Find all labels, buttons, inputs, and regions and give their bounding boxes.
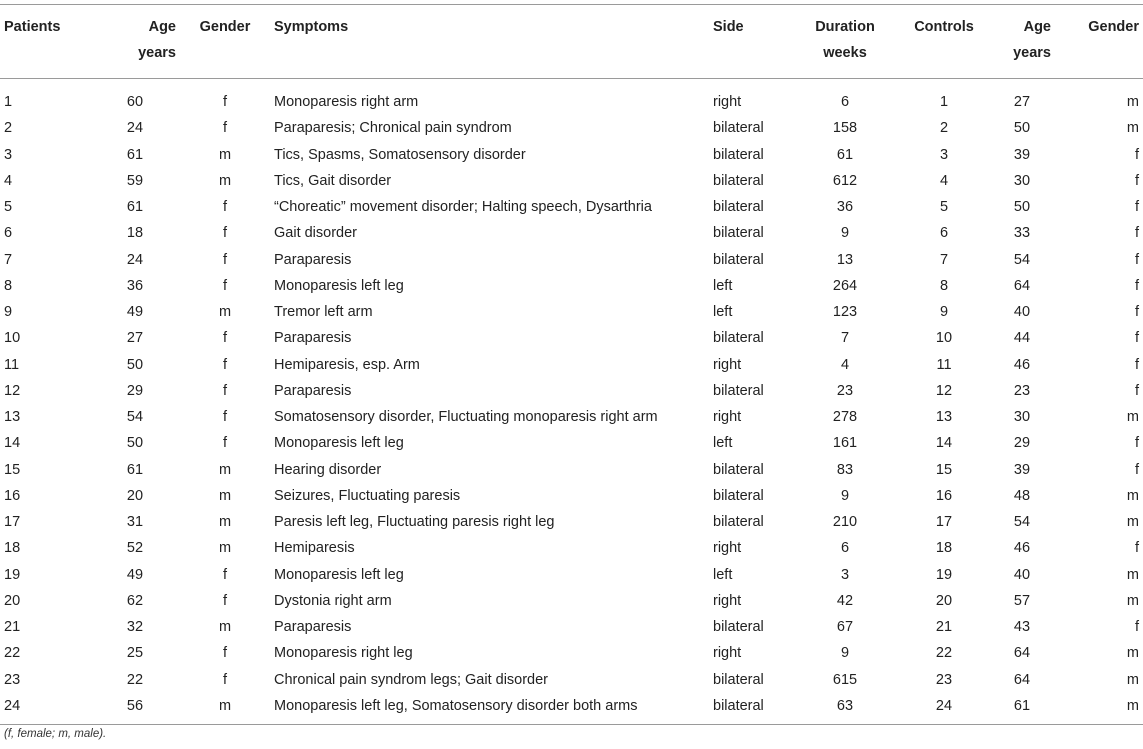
duration-cell: 61 — [836, 146, 854, 163]
control-gender-cell: f — [1134, 461, 1139, 478]
patient-gender-cell: f — [222, 356, 228, 373]
header-controls: Controls — [914, 19, 974, 35]
table-row — [0, 378, 1143, 404]
control-id-cell: 7 — [939, 251, 949, 268]
symptoms-cell: Seizures, Fluctuating paresis — [274, 487, 461, 504]
duration-cell: 13 — [836, 251, 854, 268]
side-cell: bilateral — [713, 330, 764, 347]
control-age-cell: 61 — [1013, 697, 1031, 714]
control-age-cell: 54 — [1013, 514, 1031, 531]
control-age-cell: 40 — [1013, 304, 1031, 321]
duration-cell: 123 — [832, 304, 858, 321]
patient-age-cell: 61 — [126, 146, 144, 163]
side-cell: bilateral — [713, 619, 764, 636]
control-age-cell: 50 — [1013, 120, 1031, 137]
patient-id-cell: 21 — [4, 619, 21, 636]
patient-age-cell: 50 — [126, 435, 144, 452]
control-gender-cell: f — [1134, 356, 1139, 373]
table-row — [0, 273, 1143, 299]
control-id-cell: 22 — [935, 645, 953, 662]
patient-gender-cell: f — [222, 566, 228, 583]
duration-cell: 9 — [840, 225, 850, 242]
patient-age-cell: 49 — [126, 304, 144, 321]
duration-cell: 67 — [836, 619, 854, 636]
patient-id-cell: 12 — [4, 382, 21, 399]
patient-id-cell: 10 — [4, 330, 21, 347]
patient-gender-cell: f — [222, 671, 228, 688]
control-gender-cell: f — [1134, 199, 1139, 216]
duration-cell: 264 — [832, 277, 858, 294]
patient-age-cell: 18 — [126, 225, 144, 242]
patient-age-cell: 22 — [126, 671, 144, 688]
control-age-cell: 54 — [1013, 251, 1031, 268]
duration-cell: 7 — [840, 330, 850, 347]
side-cell: bilateral — [713, 225, 764, 242]
patient-id-cell: 4 — [4, 172, 13, 189]
control-id-cell: 14 — [935, 435, 953, 452]
patient-id-cell: 22 — [4, 645, 21, 662]
symptoms-cell: Hearing disorder — [274, 461, 382, 478]
control-gender-cell: f — [1134, 251, 1139, 268]
control-age-cell: 64 — [1013, 277, 1031, 294]
table-row — [0, 168, 1143, 194]
patient-age-cell: 54 — [126, 409, 144, 426]
side-cell: bilateral — [713, 172, 764, 189]
table-row — [0, 693, 1143, 725]
patient-gender-cell: f — [222, 330, 228, 347]
control-gender-cell: m — [1126, 671, 1139, 688]
patient-age-cell: 56 — [126, 697, 144, 714]
header-gender: Gender — [199, 19, 251, 35]
control-age-cell: 43 — [1013, 619, 1031, 636]
symptoms-cell: Gait disorder — [274, 225, 358, 242]
symptoms-cell: Paraparesis; Chronical pain syndrom — [274, 120, 512, 137]
patient-age-cell: 27 — [126, 330, 144, 347]
table-row — [0, 457, 1143, 483]
duration-cell: 63 — [836, 697, 854, 714]
symptoms-cell: Tics, Spasms, Somatosensory disorder — [274, 146, 526, 163]
side-cell: right — [713, 356, 742, 373]
table-row — [0, 535, 1143, 561]
control-gender-cell: f — [1134, 172, 1139, 189]
patient-age-cell: 32 — [126, 619, 144, 636]
control-gender-cell: f — [1134, 540, 1139, 557]
patient-id-cell: 6 — [4, 225, 13, 242]
control-id-cell: 20 — [935, 592, 953, 609]
control-id-cell: 3 — [939, 146, 949, 163]
duration-cell: 3 — [840, 566, 850, 583]
side-cell: left — [713, 304, 733, 321]
patient-gender-cell: f — [222, 199, 228, 216]
table-header-row — [0, 5, 1143, 79]
patient-gender-cell: f — [222, 277, 228, 294]
duration-cell: 612 — [832, 172, 858, 189]
patient-id-cell: 16 — [4, 487, 21, 504]
side-cell: right — [713, 540, 742, 557]
patient-age-cell: 24 — [126, 251, 144, 268]
table-row — [0, 220, 1143, 246]
control-id-cell: 23 — [935, 671, 953, 688]
control-id-cell: 5 — [939, 199, 949, 216]
side-cell: right — [713, 409, 742, 426]
patient-gender-cell: f — [222, 645, 228, 662]
header-control-gender: Gender — [1088, 19, 1139, 35]
patient-gender-cell: f — [222, 409, 228, 426]
control-gender-cell: f — [1134, 382, 1139, 399]
control-id-cell: 11 — [936, 356, 952, 373]
patient-control-table — [0, 4, 1143, 725]
duration-cell: 210 — [832, 514, 858, 531]
side-cell: bilateral — [713, 487, 764, 504]
patient-id-cell: 8 — [4, 277, 13, 294]
duration-cell: 9 — [840, 487, 850, 504]
patient-age-cell: 29 — [126, 382, 144, 399]
control-id-cell: 2 — [939, 120, 949, 137]
side-cell: right — [713, 645, 742, 662]
control-gender-cell: f — [1134, 435, 1139, 452]
control-age-cell: 64 — [1013, 671, 1031, 688]
table-row — [0, 299, 1143, 325]
symptoms-cell: Somatosensory disorder, Fluctuating monoparesis right arm — [274, 409, 658, 426]
symptoms-cell: Paraparesis — [274, 251, 352, 268]
patient-id-cell: 9 — [4, 304, 13, 321]
patient-id-cell: 2 — [4, 120, 13, 137]
symptoms-cell: Paraparesis — [274, 330, 352, 347]
side-cell: bilateral — [713, 697, 764, 714]
control-id-cell: 10 — [935, 330, 953, 347]
control-id-cell: 8 — [939, 277, 949, 294]
patient-gender-cell: f — [222, 120, 228, 137]
side-cell: left — [713, 566, 733, 583]
control-age-cell: 44 — [1013, 330, 1031, 347]
symptoms-cell: Monoparesis left leg — [274, 566, 404, 583]
table-row — [0, 640, 1143, 666]
symptoms-cell: Monoparesis left leg — [274, 277, 404, 294]
control-age-cell: 50 — [1013, 199, 1031, 216]
patient-age-cell: 62 — [126, 592, 144, 609]
control-gender-cell: m — [1126, 566, 1139, 583]
patient-id-cell: 20 — [4, 592, 21, 609]
duration-cell: 161 — [832, 435, 858, 452]
table-row — [0, 404, 1143, 430]
header-side: Side — [713, 19, 744, 35]
control-id-cell: 9 — [939, 304, 949, 321]
header-control-age: Age years — [1013, 19, 1051, 61]
patient-id-cell: 3 — [4, 146, 13, 163]
control-age-cell: 33 — [1013, 225, 1031, 242]
patient-table-container — [0, 4, 1143, 725]
duration-cell: 36 — [836, 199, 854, 216]
symptoms-cell: Monoparesis right leg — [274, 645, 413, 662]
symptoms-cell: Hemiparesis — [274, 540, 355, 557]
control-id-cell: 17 — [935, 514, 953, 531]
control-age-cell: 27 — [1013, 94, 1031, 111]
patient-id-cell: 11 — [4, 356, 20, 373]
side-cell: bilateral — [713, 251, 764, 268]
patient-age-cell: 61 — [126, 199, 144, 216]
duration-cell: 42 — [836, 592, 854, 609]
control-gender-cell: m — [1126, 645, 1139, 662]
control-age-cell: 40 — [1013, 566, 1031, 583]
patient-id-cell: 23 — [4, 671, 21, 688]
control-age-cell: 64 — [1013, 645, 1031, 662]
table-row — [0, 562, 1143, 588]
control-gender-cell: m — [1126, 94, 1139, 111]
patient-age-cell: 59 — [126, 172, 144, 189]
table-row — [0, 667, 1143, 693]
patient-id-cell: 13 — [4, 409, 21, 426]
patient-age-cell: 31 — [126, 514, 144, 531]
control-age-cell: 30 — [1013, 409, 1031, 426]
control-id-cell: 6 — [939, 225, 949, 242]
symptoms-cell: Paraparesis — [274, 619, 352, 636]
symptoms-cell: Dystonia right arm — [274, 592, 392, 609]
symptoms-cell: Monoparesis left leg — [274, 435, 404, 452]
patient-id-cell: 19 — [4, 566, 21, 583]
control-gender-cell: m — [1126, 409, 1139, 426]
table-row — [0, 325, 1143, 351]
patient-id-cell: 7 — [4, 251, 13, 268]
control-gender-cell: f — [1134, 330, 1139, 347]
patient-age-cell: 50 — [126, 356, 144, 373]
patient-gender-cell: m — [218, 697, 232, 714]
header-patients: Patients — [4, 19, 61, 35]
control-age-cell: 39 — [1013, 461, 1031, 478]
duration-cell: 6 — [840, 540, 850, 557]
table-row — [0, 483, 1143, 509]
patient-gender-cell: m — [218, 540, 232, 557]
symptoms-cell: Hemiparesis, esp. Arm — [274, 356, 420, 373]
duration-cell: 278 — [832, 409, 858, 426]
side-cell: bilateral — [713, 514, 764, 531]
patient-id-cell: 17 — [4, 514, 21, 531]
control-age-cell: 39 — [1013, 146, 1031, 163]
table-row — [0, 247, 1143, 273]
table-row — [0, 142, 1143, 168]
side-cell: left — [713, 435, 733, 452]
patient-gender-cell: m — [218, 146, 232, 163]
patient-id-cell: 14 — [4, 435, 21, 452]
duration-cell: 9 — [840, 645, 850, 662]
symptoms-cell: Paraparesis — [274, 382, 352, 399]
patient-gender-cell: f — [222, 225, 228, 242]
table-row — [0, 352, 1143, 378]
control-gender-cell: m — [1126, 592, 1139, 609]
patient-age-cell: 61 — [126, 461, 144, 478]
control-gender-cell: m — [1126, 697, 1139, 714]
symptoms-cell: Tremor left arm — [274, 304, 373, 321]
duration-cell: 158 — [832, 120, 858, 137]
patient-id-cell: 24 — [4, 697, 21, 714]
table-footnote: (f, female; m, male). — [4, 728, 107, 740]
patient-gender-cell: m — [218, 461, 232, 478]
table-body — [0, 79, 1143, 725]
patient-id-cell: 5 — [4, 199, 13, 216]
patient-id-cell: 18 — [4, 540, 21, 557]
control-id-cell: 19 — [935, 566, 953, 583]
symptoms-cell: Paresis left leg, Fluctuating paresis right leg — [274, 514, 555, 531]
patient-id-cell: 1 — [4, 94, 13, 111]
header-duration: Duration weeks — [815, 19, 875, 61]
control-age-cell: 46 — [1013, 356, 1031, 373]
symptoms-cell: Tics, Gait disorder — [274, 172, 392, 189]
control-id-cell: 24 — [935, 697, 953, 714]
duration-cell: 23 — [836, 382, 854, 399]
patient-gender-cell: m — [218, 172, 232, 189]
patient-gender-cell: m — [218, 487, 232, 504]
duration-cell: 615 — [832, 671, 858, 688]
control-id-cell: 21 — [935, 619, 953, 636]
control-gender-cell: f — [1134, 277, 1139, 294]
patient-gender-cell: f — [222, 251, 228, 268]
side-cell: bilateral — [713, 382, 764, 399]
patient-age-cell: 25 — [126, 645, 144, 662]
patient-gender-cell: m — [218, 304, 232, 321]
symptoms-cell: Monoparesis left leg, Somatosensory disorder both arms — [274, 697, 638, 714]
side-cell: bilateral — [713, 120, 764, 137]
control-age-cell: 30 — [1013, 172, 1031, 189]
patient-age-cell: 24 — [126, 120, 144, 137]
patient-age-cell: 20 — [126, 487, 144, 504]
side-cell: right — [713, 94, 742, 111]
control-gender-cell: f — [1134, 225, 1139, 242]
patient-age-cell: 49 — [126, 566, 144, 583]
control-id-cell: 18 — [935, 540, 953, 557]
patient-gender-cell: m — [218, 514, 232, 531]
patient-gender-cell: m — [218, 619, 232, 636]
table-row — [0, 79, 1143, 116]
duration-cell: 4 — [840, 356, 850, 373]
control-age-cell: 57 — [1013, 592, 1031, 609]
table-row — [0, 614, 1143, 640]
side-cell: bilateral — [713, 461, 764, 478]
header-age: Age years — [138, 19, 176, 61]
control-gender-cell: m — [1126, 120, 1139, 137]
duration-cell: 83 — [836, 461, 854, 478]
control-gender-cell: f — [1134, 304, 1139, 321]
patient-gender-cell: f — [222, 592, 228, 609]
control-age-cell: 46 — [1013, 540, 1031, 557]
control-gender-cell: f — [1134, 146, 1139, 163]
symptoms-cell: Monoparesis right arm — [274, 94, 419, 111]
duration-cell: 6 — [840, 94, 850, 111]
patient-gender-cell: f — [222, 435, 228, 452]
side-cell: left — [713, 277, 733, 294]
control-gender-cell: m — [1126, 487, 1139, 504]
control-gender-cell: m — [1126, 514, 1139, 531]
table-row — [0, 588, 1143, 614]
control-id-cell: 13 — [935, 409, 953, 426]
control-age-cell: 23 — [1013, 382, 1031, 399]
table-row — [0, 430, 1143, 456]
control-id-cell: 4 — [939, 172, 949, 189]
symptoms-cell: Chronical pain syndrom legs; Gait disorder — [274, 671, 549, 688]
symptoms-cell: “Choreatic” movement disorder; Halting speech, Dysarthria — [274, 199, 652, 216]
patient-id-cell: 15 — [4, 461, 21, 478]
header-symptoms: Symptoms — [274, 19, 349, 35]
patient-gender-cell: f — [222, 382, 228, 399]
table-row — [0, 115, 1143, 141]
control-id-cell: 16 — [935, 487, 953, 504]
table-row — [0, 194, 1143, 220]
table-row — [0, 509, 1143, 535]
control-id-cell: 12 — [935, 382, 953, 399]
control-id-cell: 15 — [935, 461, 953, 478]
side-cell: right — [713, 592, 742, 609]
patient-age-cell: 60 — [126, 94, 144, 111]
control-age-cell: 48 — [1013, 487, 1031, 504]
side-cell: bilateral — [713, 199, 764, 216]
control-id-cell: 1 — [939, 94, 949, 111]
patient-age-cell: 36 — [126, 277, 144, 294]
control-age-cell: 29 — [1013, 435, 1031, 452]
control-gender-cell: f — [1134, 619, 1139, 636]
side-cell: bilateral — [713, 671, 764, 688]
patient-gender-cell: f — [222, 94, 228, 111]
patient-age-cell: 52 — [126, 540, 144, 557]
side-cell: bilateral — [713, 146, 764, 163]
